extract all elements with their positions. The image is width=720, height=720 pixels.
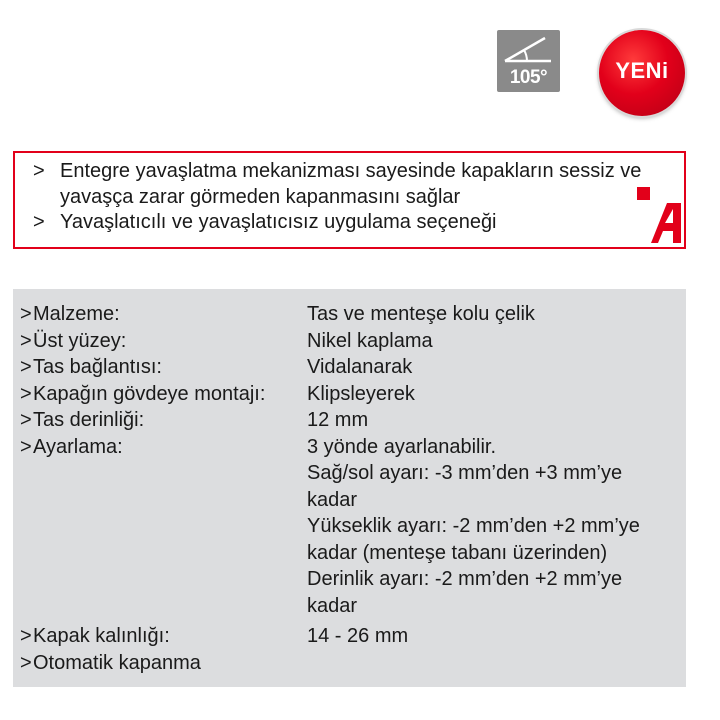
spec-marker: > bbox=[20, 435, 32, 458]
spec-value: kadar bbox=[307, 488, 358, 511]
feature-marker: > bbox=[33, 160, 45, 182]
spec-label: Üst yüzey: bbox=[33, 329, 127, 352]
new-badge bbox=[599, 30, 685, 116]
spec-value: Tas ve menteşe kolu çelik bbox=[307, 303, 535, 325]
spec-value: kadar bbox=[307, 594, 358, 617]
feature-marker: > bbox=[33, 211, 45, 233]
feature-item bbox=[33, 159, 650, 210]
feature-text: Entegre yavaşlatma mekanizması sayesinde kapakların sessiz ve yavaşça zarar görmeden kapanmasını sağlar bbox=[60, 160, 642, 208]
feature-item bbox=[33, 210, 650, 236]
opening-angle-icon bbox=[497, 30, 560, 92]
spec-value: 12 mm bbox=[307, 409, 369, 431]
spec-label: Tas bağlantısı: bbox=[33, 356, 162, 378]
spec-marker: > bbox=[20, 303, 32, 325]
spec-value: 14 - 26 mm bbox=[307, 625, 409, 647]
spec-label: Kapak kalınlığı: bbox=[33, 625, 170, 647]
spec-marker: > bbox=[20, 356, 32, 378]
spec-value: Sağ/sol ayarı: -3 mm’den +3 mm’ye bbox=[307, 462, 623, 484]
spec-marker: > bbox=[20, 625, 32, 647]
spec-value: Klipsleyerek bbox=[307, 382, 415, 405]
opening-angle-label: 105° bbox=[509, 67, 548, 88]
spec-value: Nikel kaplama bbox=[307, 329, 433, 352]
spec-marker: > bbox=[20, 409, 32, 431]
spec-value: 3 yönde ayarlanabilir. bbox=[307, 435, 497, 458]
spec-value: Derinlik ayarı: -2 mm’den +2 mm’ye bbox=[307, 568, 623, 590]
feature-text: Yavaşlatıcılı ve yavaşlatıcısız uygulama seçeneği bbox=[60, 211, 497, 233]
spec-value: kadar (menteşe tabanı üzerinden) bbox=[307, 541, 608, 564]
spec-label: Kapağın gövdeye montajı: bbox=[33, 382, 266, 405]
spec-marker: > bbox=[20, 382, 32, 405]
brand-logo-icon bbox=[637, 187, 681, 243]
spec-marker: > bbox=[20, 329, 32, 352]
spec-label: Malzeme: bbox=[33, 303, 120, 325]
spec-value: Yükseklik ayarı: -2 mm’den +2 mm’ye bbox=[307, 515, 640, 537]
spec-table bbox=[13, 289, 686, 687]
feature-list bbox=[33, 159, 650, 236]
new-badge-label: YENi bbox=[615, 58, 669, 83]
spec-value: Vidalanarak bbox=[307, 356, 413, 378]
spec-label: Ayarlama: bbox=[33, 435, 123, 458]
spec-marker: > bbox=[20, 651, 32, 674]
spec-label: Otomatik kapanma bbox=[33, 651, 201, 674]
feature-box bbox=[13, 151, 686, 249]
spec-label: Tas derinliği: bbox=[33, 409, 145, 431]
